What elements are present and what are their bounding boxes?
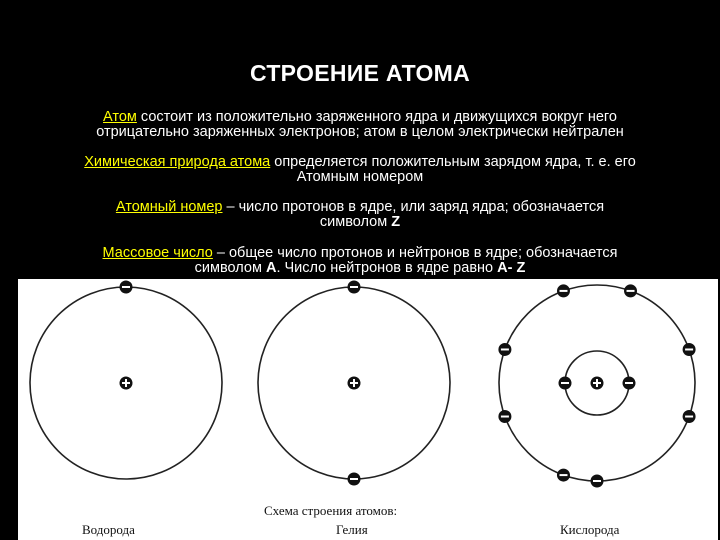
symbol-z: Z bbox=[391, 214, 401, 230]
atomic-number-line2: символом bbox=[319, 214, 392, 230]
mass-number-line2-prefix: символом bbox=[194, 260, 266, 276]
atom-line2: отрицательно заряженных электронов; атом в целом электрически нейтрален bbox=[96, 124, 624, 140]
paragraph-atom bbox=[0, 110, 720, 140]
label-oxygen: Кислорода bbox=[560, 522, 620, 537]
label-hydrogen: Водорода bbox=[82, 522, 135, 537]
term-atom: Атом bbox=[103, 109, 137, 125]
mass-number-line2-mid: . Число нейтронов в ядре равно bbox=[276, 260, 498, 276]
atom-diagram-svg bbox=[18, 279, 718, 540]
atomic-number-line1: – число протонов в ядре, или заряд ядра; обозначается bbox=[222, 199, 605, 215]
paragraph-atomic-number bbox=[0, 200, 720, 230]
term-chemical-nature: Химическая природа атома bbox=[84, 154, 271, 170]
symbol-a: A bbox=[265, 260, 277, 276]
chemical-nature-line1: определяется положительным зарядом ядра, т. е. его bbox=[270, 154, 636, 170]
paragraph-chemical-nature bbox=[0, 155, 720, 185]
paragraph-mass-number bbox=[0, 246, 720, 276]
term-mass-number: Массовое число bbox=[102, 245, 213, 261]
mass-number-line1: – общее число протонов и нейтронов в ядре; обозначается bbox=[212, 245, 618, 261]
chemical-nature-line2: Атомным номером bbox=[296, 169, 424, 185]
formula-a-minus-z: A- Z bbox=[497, 260, 526, 276]
atom-line1: состоит из положительно заряженного ядра и движущихся вокруг него bbox=[136, 109, 617, 125]
diagram-caption: Схема строения атомов: bbox=[264, 503, 398, 518]
slide-title: СТРОЕНИЕ АТОМА bbox=[249, 60, 471, 86]
atom-structure-diagram bbox=[18, 279, 718, 540]
label-helium: Гелия bbox=[336, 522, 368, 537]
term-atomic-number: Атомный номер bbox=[115, 199, 223, 215]
